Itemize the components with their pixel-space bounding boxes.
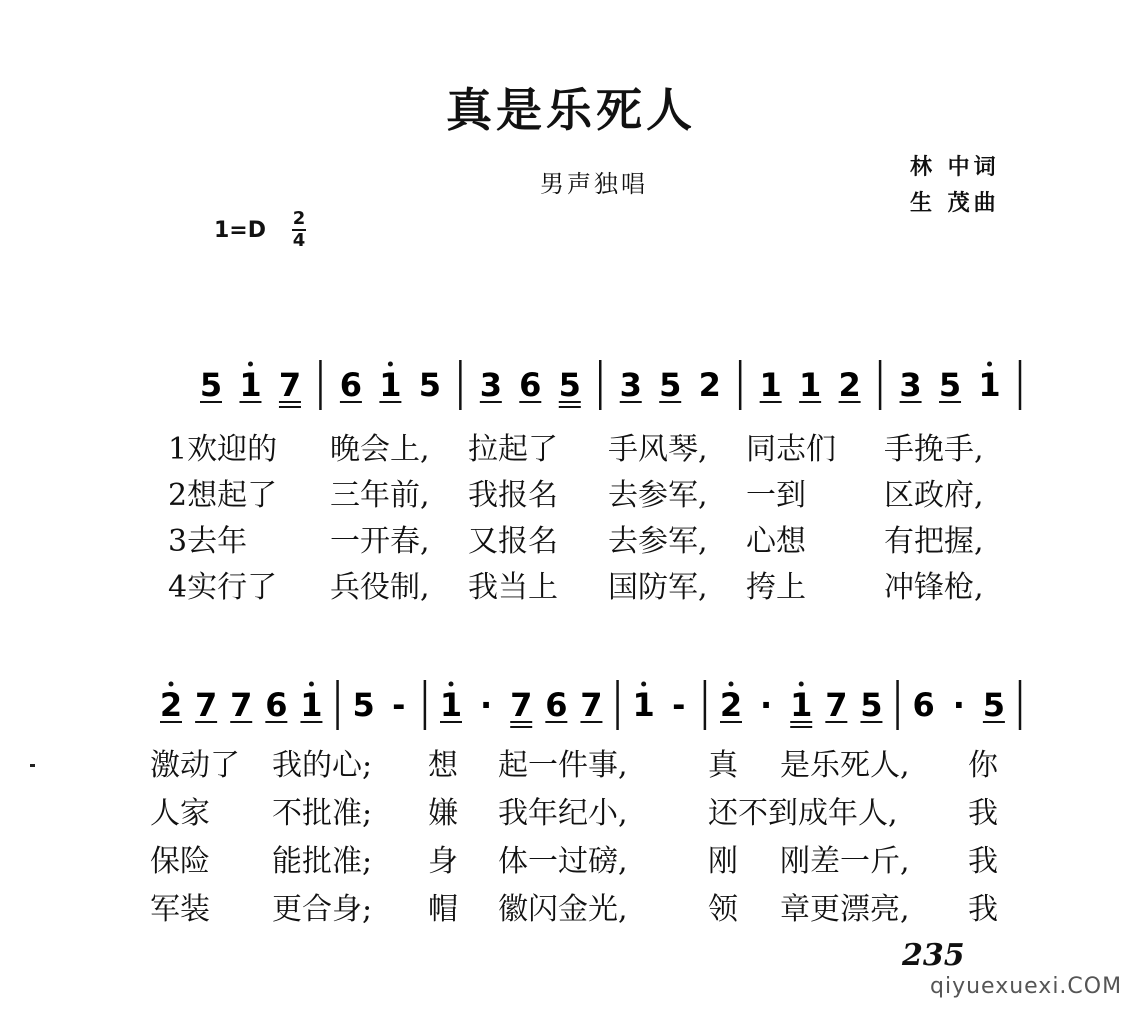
line2-note: 6 xyxy=(265,686,288,724)
lyric-segment: 国防军, xyxy=(608,570,708,605)
lyric-segment: 我 xyxy=(968,796,998,831)
lyric-segment: 有把握, xyxy=(884,524,984,559)
lyric-segment: 我年纪小, xyxy=(498,796,628,831)
line1-note: 2 xyxy=(698,366,721,404)
lyric-segment: 能批准; xyxy=(272,844,373,879)
line1-note: 1 xyxy=(978,366,1001,404)
lyric-segment: 徽闪金光, xyxy=(498,892,628,927)
site-watermark: qiyuexuexi.COM xyxy=(930,974,1123,999)
line2-note: 5 xyxy=(860,686,883,724)
lyric-segment: 军装 xyxy=(150,892,210,927)
line2-octave-dot xyxy=(799,682,804,687)
line1-note: 5 xyxy=(558,366,581,404)
line1-note: 5 xyxy=(418,366,442,404)
lyric-segment: 区政府, xyxy=(884,478,984,513)
line2-note: 7 xyxy=(825,686,848,724)
lyric-segment: 我的心; xyxy=(272,748,373,783)
lyric-segment: 冲锋枪, xyxy=(884,570,984,605)
line2-octave-dot xyxy=(309,682,314,687)
lyric-segment: 帽 xyxy=(428,892,458,927)
lyric-segment: 一开春, xyxy=(330,524,430,559)
lyric-segment: 2想起了 xyxy=(168,478,278,513)
time-signature-denominator: 4 xyxy=(292,230,306,251)
lyric-segment: 拉起了 xyxy=(468,432,558,467)
lyric-segment: 想 xyxy=(428,748,458,783)
line2-note: · xyxy=(952,686,965,724)
line1-note: 1 xyxy=(798,366,822,404)
composer-credit: 生 茂曲 xyxy=(910,190,1000,216)
lyric-segment: 人家 xyxy=(150,796,210,831)
lyric-segment: 还不到成年人, xyxy=(708,796,898,831)
lyric-segment: 我 xyxy=(968,844,998,879)
line2-note: · xyxy=(760,686,773,724)
line1-octave-dot xyxy=(987,362,992,367)
line2-octave-dot xyxy=(449,682,454,687)
line1-octave-dot xyxy=(248,362,253,367)
line2-note: 7 xyxy=(194,686,218,724)
line1-note: 6 xyxy=(519,366,542,404)
lyric-segment: 刚 xyxy=(708,844,738,879)
lyric-segment: 兵役制, xyxy=(330,570,430,605)
line2-note: - xyxy=(392,686,406,724)
lyric-segment: 不批准; xyxy=(272,796,373,831)
song-title: 真是乐死人 xyxy=(446,83,696,137)
lyric-segment: 1欢迎的 xyxy=(168,432,278,467)
line2-note: 1 xyxy=(300,686,323,724)
lyric-segment: 晚会上, xyxy=(330,432,430,467)
lyric-segment: 刚差一斤, xyxy=(780,844,910,879)
line2-note: · xyxy=(480,686,493,724)
line1-note: 1 xyxy=(759,366,782,404)
lyric-segment: 体一过磅, xyxy=(498,844,628,879)
line2-note: - xyxy=(672,686,686,724)
line2-note: 2 xyxy=(159,686,183,724)
line2-note: 6 xyxy=(545,686,568,724)
line2-note: 5 xyxy=(982,686,1006,724)
lyric-segment: 身 xyxy=(428,844,458,879)
lyric-segment: 领 xyxy=(708,892,738,927)
line2-note: 1 xyxy=(439,686,463,724)
lyric-segment: 嫌 xyxy=(428,796,458,831)
time-signature-numerator: 2 xyxy=(292,208,306,229)
lyric-segment: 3去年 xyxy=(168,524,248,559)
lyric-segment: 又报名 xyxy=(468,524,558,559)
margin-mark xyxy=(30,764,35,767)
lyric-segment: 你 xyxy=(968,748,998,783)
line2-note: 7 xyxy=(580,686,603,724)
lyric-segment: 三年前, xyxy=(330,478,430,513)
lyric-segment: 我当上 xyxy=(468,570,558,605)
line1-note: 3 xyxy=(899,366,922,404)
lyric-segment: 我 xyxy=(968,892,998,927)
lyric-segment: 是乐死人, xyxy=(780,748,910,783)
line1-note: 5 xyxy=(659,366,682,404)
line1-octave-dot xyxy=(388,362,393,367)
line1-note: 5 xyxy=(199,366,223,404)
line2-octave-dot xyxy=(169,682,174,687)
line1-note: 5 xyxy=(938,366,962,404)
line1-note: 3 xyxy=(619,366,642,404)
lyric-segment: 激动了 xyxy=(150,748,240,783)
line1-note: 1 xyxy=(379,366,402,404)
line2-note: 6 xyxy=(912,686,935,724)
lyric-segment: 真 xyxy=(708,748,738,783)
performance-type: 男声独唱 xyxy=(540,170,648,198)
line2-note: 5 xyxy=(352,686,375,724)
lyric-segment: 起一件事, xyxy=(498,748,628,783)
lyric-segment: 手风琴, xyxy=(608,432,708,467)
key-signature: 1=D xyxy=(214,218,267,243)
line1-note: 1 xyxy=(239,366,262,404)
line2-note: 7 xyxy=(510,686,533,724)
line1-note: 3 xyxy=(479,366,502,404)
lyric-segment: 同志们 xyxy=(746,432,836,467)
lyric-segment: 章更漂亮, xyxy=(780,892,910,927)
lyric-segment: 挎上 xyxy=(746,570,806,605)
line1-note: 2 xyxy=(838,366,861,404)
line2-note: 7 xyxy=(230,686,253,724)
line2-note: 1 xyxy=(790,686,813,724)
line2-note: 1 xyxy=(632,686,655,724)
lyric-segment: 手挽手, xyxy=(884,432,984,467)
line2-note: 2 xyxy=(719,686,743,724)
lyric-segment: 去参军, xyxy=(608,478,708,513)
line2-octave-dot xyxy=(641,682,646,687)
line2-octave-dot xyxy=(729,682,734,687)
lyric-segment: 一到 xyxy=(746,478,806,513)
line1-note: 6 xyxy=(339,366,363,404)
line1-note: 7 xyxy=(278,366,302,404)
page-number: 235 xyxy=(902,938,965,973)
lyric-segment: 更合身; xyxy=(272,892,373,927)
lyricist-credit: 林 中词 xyxy=(910,154,1000,180)
lyric-segment: 4实行了 xyxy=(168,570,278,605)
lyric-segment: 保险 xyxy=(150,844,210,879)
lyric-segment: 去参军, xyxy=(608,524,708,559)
lyric-segment: 心想 xyxy=(746,524,806,559)
lyric-segment: 我报名 xyxy=(468,478,558,513)
